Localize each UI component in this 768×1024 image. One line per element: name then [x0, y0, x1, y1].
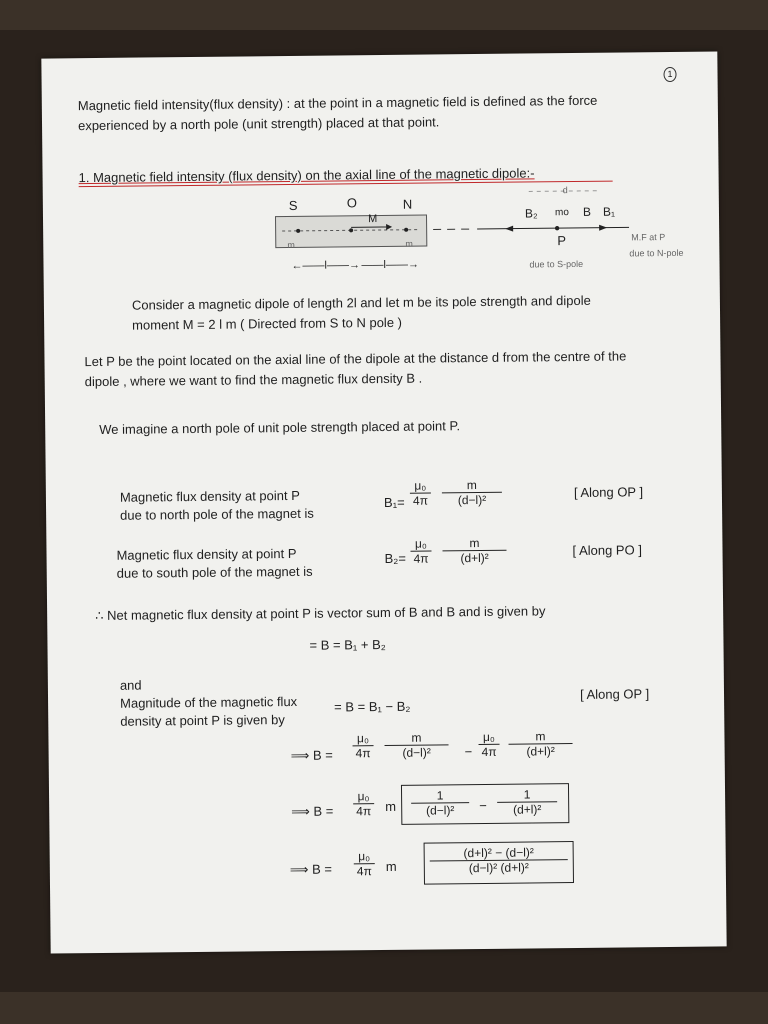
b1-num: m	[442, 478, 502, 494]
north-pole-label: N	[402, 196, 413, 212]
letp-line-2: dipole , where we want to find the magnetic flux density B .	[84, 370, 423, 390]
moment-label: M	[367, 213, 378, 226]
center-label: O	[346, 195, 358, 211]
consider-line-2: moment M = 2 l m ( Directed from S to N pole )	[132, 314, 403, 333]
step1-minus: −	[464, 744, 473, 760]
b1-lhs: B₁=	[383, 494, 405, 510]
step2-m: m	[385, 798, 397, 815]
step1-arrow: ⟹ B =	[290, 747, 333, 763]
b2-coefficient	[410, 537, 431, 566]
length-right: ——l——→	[361, 258, 420, 272]
step3-den: (d−l)² (d+l)²	[468, 860, 529, 876]
mo-label: mo	[554, 207, 569, 219]
distance-d-label: d	[562, 185, 568, 196]
b-label: B	[582, 204, 592, 219]
step2-coef-den: 4π	[356, 804, 372, 819]
step2-minus: −	[479, 797, 487, 814]
step2-arrow: ⟹ B =	[291, 803, 334, 819]
step1-fraction-2	[508, 729, 572, 759]
b2-coef-den: 4π	[413, 551, 429, 566]
pole-strength-left: m	[287, 239, 295, 250]
step3-arrow: ⟹ B =	[289, 861, 333, 878]
step1-coefficient	[352, 731, 373, 760]
and-label: and	[119, 677, 142, 693]
pole-strength-right: m	[405, 238, 413, 249]
step1-fraction-1	[384, 730, 448, 760]
step2-num2: 1	[497, 787, 557, 803]
magnet-interior	[276, 216, 426, 248]
step2-fraction-2	[497, 787, 557, 817]
magnitude-direction: [ Along OP ]	[579, 686, 650, 702]
step3-coef-den: 4π	[356, 864, 372, 879]
b2-desc-line-2: due to south pole of the magnet is	[116, 563, 313, 581]
background-bottom	[0, 992, 768, 1024]
step2-den1: (d−l)²	[425, 803, 455, 818]
annotation-n-pole: due to N-pole	[629, 247, 684, 259]
step1-num2: m	[508, 729, 572, 745]
point-p-label: P	[557, 233, 567, 249]
section-heading: 1. Magnetic field intensity (flux density) on the axial line of the magnetic dipole:-	[78, 165, 535, 186]
b2-den: (d+l)²	[460, 550, 489, 566]
step1-coef-num: μ₀	[352, 731, 373, 746]
step1-coef2-num: μ₀	[478, 730, 499, 745]
b2-num: m	[442, 536, 506, 552]
step1-coef2-den: 4π	[481, 744, 497, 759]
intro-line-2: experienced by a north pole (unit strength) placed at that point.	[77, 114, 440, 134]
b1-desc-line-2: due to north pole of the magnet is	[120, 505, 314, 523]
step2-coef-num: μ₀	[353, 789, 374, 804]
magnitude-equation: = B = B₁ − B₂	[334, 698, 411, 715]
step1-coefficient-2	[478, 730, 499, 759]
step3-num: (d+l)² − (d−l)²	[430, 845, 568, 861]
length-left: ←——l——→	[291, 259, 361, 272]
step1-coef-den: 4π	[355, 746, 371, 761]
step3-coefficient	[354, 849, 375, 878]
b2-coef-num: μ₀	[410, 537, 431, 552]
step1-den2: (d+l)²	[526, 744, 555, 759]
b2-desc-line-1: Magnetic flux density at point P	[116, 545, 297, 563]
net-line: ∴ Net magnetic flux density at point P is vector sum of B and B and is given by	[95, 603, 546, 624]
b1-coefficient	[410, 479, 431, 508]
intro-line-1: Magnetic field intensity(flux density) : at the point in a magnetic field is defined as the force	[77, 92, 598, 114]
magnitude-line-1: Magnitude of the magnetic flux	[120, 693, 298, 711]
b1-fraction	[442, 478, 502, 508]
background-top	[0, 0, 768, 30]
imagine-line: We imagine a north pole of unit pole strength placed at point P.	[99, 418, 461, 437]
paper-sheet	[41, 51, 726, 953]
step3-m: m	[385, 858, 397, 875]
b2-fraction	[442, 536, 506, 566]
b2-label: B₂	[524, 206, 538, 221]
page-number: 1	[663, 67, 676, 82]
south-pole-label: S	[288, 197, 298, 213]
magnitude-line-2: density at point P is given by	[120, 712, 285, 729]
b1-label: B₁	[602, 204, 616, 219]
b1-coef-den: 4π	[412, 493, 429, 508]
step3-coef-num: μ₀	[354, 849, 375, 864]
step1-den1: (d−l)²	[402, 745, 431, 760]
step3-fraction	[430, 845, 568, 875]
net-equation: = B = B₁ + B₂	[309, 636, 386, 653]
step2-fraction-1	[411, 788, 469, 818]
b1-desc-line-1: Magnetic flux density at point P	[119, 487, 300, 505]
annotation-s-pole: due to S-pole	[529, 258, 584, 270]
b1-coef-num: μ₀	[410, 479, 431, 494]
step1-num1: m	[384, 730, 448, 746]
step2-coefficient	[353, 789, 374, 818]
b1-den: (d−l)²	[457, 492, 487, 508]
b2-direction: [ Along PO ]	[572, 542, 642, 559]
b2-lhs: B₂=	[384, 550, 406, 566]
annotation-mf: M.F at P	[631, 232, 666, 243]
step2-num1: 1	[411, 788, 469, 804]
b1-direction: [ Along OP ]	[573, 484, 644, 501]
step2-den2: (d+l)²	[512, 802, 542, 817]
consider-line-1: Consider a magnetic dipole of length 2l and let m be its pole strength and dipole	[131, 292, 591, 313]
letp-line-1: Let P be the point located on the axial line of the dipole at the distance d from the centre of the	[84, 348, 627, 370]
